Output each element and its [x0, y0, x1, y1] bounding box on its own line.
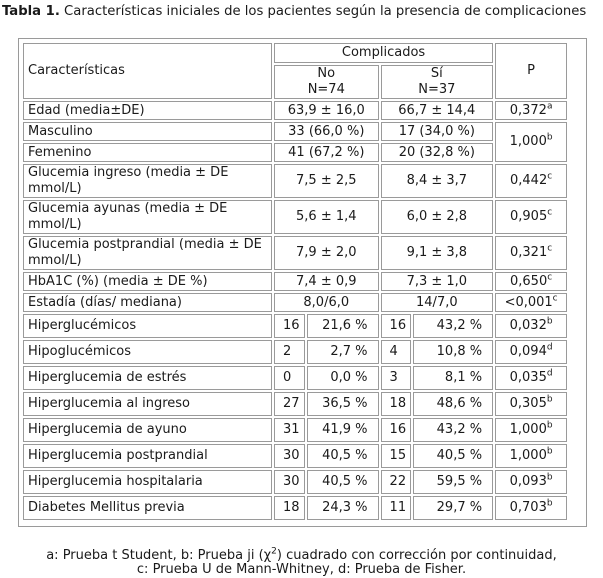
row-percent-no: 0,0 %: [307, 366, 379, 390]
row-percent-no: 2,7 %: [307, 340, 379, 364]
table-row: [23, 496, 567, 520]
header-complicated: Complicados: [274, 43, 493, 63]
table-row: [23, 164, 567, 198]
row-percent-yes: 59,5 %: [413, 470, 493, 494]
header-yes: [381, 65, 494, 99]
row-count-no: 16: [274, 314, 305, 338]
row-percent-yes: 48,6 %: [413, 392, 493, 416]
row-label: Edad (media±DE): [23, 101, 272, 120]
row-value-yes: 9,1 ± 3,8: [381, 236, 494, 270]
row-percent-no: 36,5 %: [307, 392, 379, 416]
row-label: Hiperglucemia de ayuno: [23, 418, 272, 442]
row-label: Estadía (días/ mediana): [23, 293, 272, 312]
footnote-line-2: c: Prueba U de Mann-Whitney, d: Prueba de Fisher.: [136, 562, 467, 577]
characteristics-table: [21, 41, 569, 522]
row-p-value: 0,032$^b$: [495, 314, 567, 338]
row-value-yes: 20 (32,8 %): [381, 143, 494, 162]
table-row: [23, 272, 567, 291]
table-row: [23, 366, 567, 390]
table-row: [23, 418, 567, 442]
row-p-value: 0,650$^c$: [495, 272, 567, 291]
row-value-no: 5,6 ± 1,4: [274, 200, 379, 234]
row-value-no: 41 (67,2 %): [274, 143, 379, 162]
row-percent-yes: 43,2 %: [413, 418, 493, 442]
row-value-yes: 66,7 ± 14,4: [381, 101, 494, 120]
header-yes-label: Sí: [430, 66, 443, 81]
row-label: Glucemia ayunas (media ± DE mmol/L): [23, 200, 272, 234]
row-label: Hipoglucémicos: [23, 340, 272, 364]
row-label: Hiperglucemia hospitalaria: [23, 470, 272, 494]
header-no: [274, 65, 379, 99]
row-value-yes: 6,0 ± 2,8: [381, 200, 494, 234]
row-count-no: 30: [274, 470, 305, 494]
row-p-value: 0,093$^b$: [495, 470, 567, 494]
row-p-value: 0,321$^c$: [495, 236, 567, 270]
table-row: [23, 470, 567, 494]
row-value-yes: 14/7,0: [381, 293, 494, 312]
row-percent-no: 24,3 %: [307, 496, 379, 520]
row-label: Glucemia postprandial (media ± DE mmol/L): [23, 236, 272, 270]
table-caption-label: Tabla 1.: [2, 4, 60, 19]
row-value-no: 7,9 ± 2,0: [274, 236, 379, 270]
row-percent-no: 41,9 %: [307, 418, 379, 442]
row-label: Masculino: [23, 122, 272, 141]
row-percent-yes: 40,5 %: [413, 444, 493, 468]
row-count-yes: 3: [381, 366, 412, 390]
row-value-yes: 17 (34,0 %): [381, 122, 494, 141]
row-label: Hiperglucemia postprandial: [23, 444, 272, 468]
row-value-yes: 7,3 ± 1,0: [381, 272, 494, 291]
row-p-value: 0,372$^a$: [495, 101, 567, 120]
footnote-line-1: a: Prueba t Student, b: Prueba ji $(\chi^2)$ cuadrado con corrección por continuidad,: [46, 546, 557, 563]
row-value-no: 7,4 ± 0,9: [274, 272, 379, 291]
table-row: [23, 236, 567, 270]
row-percent-no: 21,6 %: [307, 314, 379, 338]
row-count-no: 0: [274, 366, 305, 390]
row-count-no: 27: [274, 392, 305, 416]
row-count-yes: 18: [381, 392, 412, 416]
row-label: HbA1C (%) (media ± DE %): [23, 272, 272, 291]
row-label: Hiperglucémicos: [23, 314, 272, 338]
row-label: Glucemia ingreso (media ± DE mmol/L): [23, 164, 272, 198]
row-value-no: 63,9 ± 16,0: [274, 101, 379, 120]
row-count-no: 18: [274, 496, 305, 520]
row-value-no: 8,0/6,0: [274, 293, 379, 312]
table-row: [23, 122, 567, 141]
row-count-yes: 16: [381, 314, 412, 338]
table-row: [23, 200, 567, 234]
row-percent-yes: 10,8 %: [413, 340, 493, 364]
row-count-yes: 4: [381, 340, 412, 364]
row-percent-no: 40,5 %: [307, 470, 379, 494]
header-characteristics: Características: [23, 43, 272, 99]
row-value-no: 33 (66,0 %): [274, 122, 379, 141]
header-p: P: [495, 43, 567, 99]
row-p-value: 0,442$^c$: [495, 164, 567, 198]
row-count-no: 2: [274, 340, 305, 364]
row-p-value: 1,000$^b$: [495, 444, 567, 468]
row-p-value: 0,905$^c$: [495, 200, 567, 234]
table-row: [23, 340, 567, 364]
row-label: Diabetes Mellitus previa: [23, 496, 272, 520]
row-value-yes: 8,4 ± 3,7: [381, 164, 494, 198]
row-p-value: 0,094$^d$: [495, 340, 567, 364]
row-p-value: 1,000$^b$: [495, 122, 567, 162]
header-no-n: N=74: [307, 82, 345, 97]
row-label: Hiperglucemia al ingreso: [23, 392, 272, 416]
table-row: [23, 101, 567, 120]
row-count-yes: 11: [381, 496, 412, 520]
row-percent-no: 40,5 %: [307, 444, 379, 468]
row-label: Hiperglucemia de estrés: [23, 366, 272, 390]
table-caption-text: Características iniciales de los pacientes según la presencia de complicaciones: [64, 4, 587, 19]
row-percent-yes: 8,1 %: [413, 366, 493, 390]
table-caption: [2, 4, 586, 19]
row-count-yes: 22: [381, 470, 412, 494]
table-row: [23, 392, 567, 416]
row-p-value: 0,703$^b$: [495, 496, 567, 520]
row-percent-yes: 29,7 %: [413, 496, 493, 520]
row-value-no: 7,5 ± 2,5: [274, 164, 379, 198]
row-count-yes: 16: [381, 418, 412, 442]
row-count-yes: 15: [381, 444, 412, 468]
header-no-label: No: [317, 66, 336, 81]
row-p-value: <0,001$^c$: [495, 293, 567, 312]
header-yes-n: N=37: [418, 82, 456, 97]
table-row: [23, 444, 567, 468]
row-p-value: 1,000$^b$: [495, 418, 567, 442]
row-count-no: 31: [274, 418, 305, 442]
row-label: Femenino: [23, 143, 272, 162]
row-p-value: 0,305$^b$: [495, 392, 567, 416]
row-percent-yes: 43,2 %: [413, 314, 493, 338]
table-row: [23, 314, 567, 338]
table-row: [23, 143, 567, 162]
table-row: [23, 293, 567, 312]
row-count-no: 30: [274, 444, 305, 468]
row-p-value: 0,035$^d$: [495, 366, 567, 390]
table-header-row-1: [23, 43, 567, 63]
